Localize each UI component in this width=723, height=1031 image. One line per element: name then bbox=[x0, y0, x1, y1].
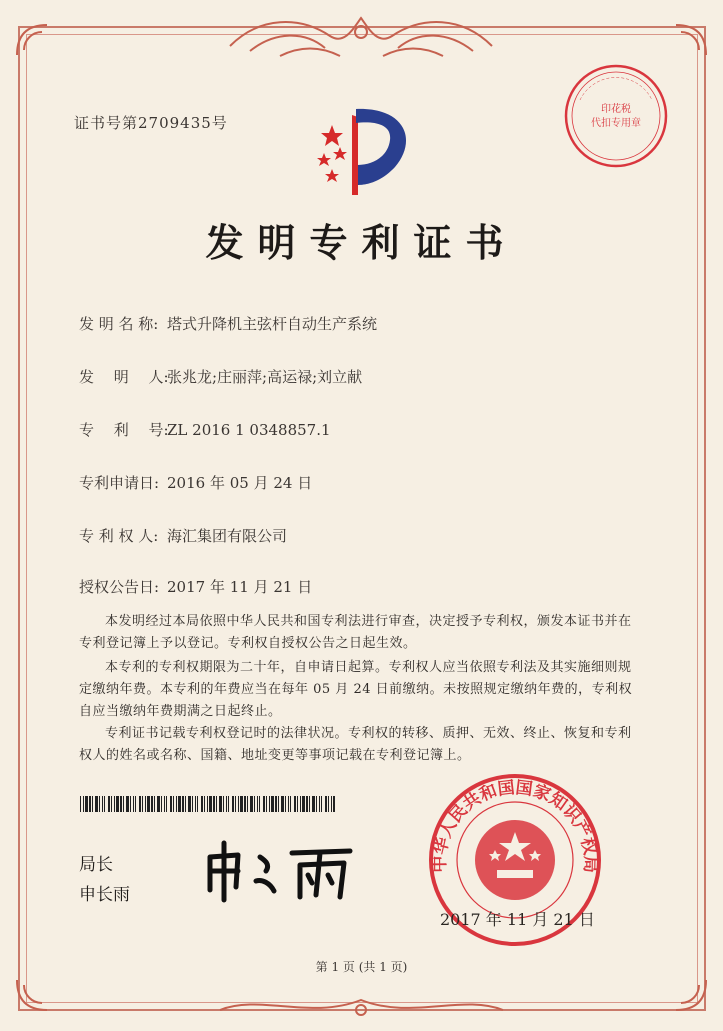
field-label: 发 明 名 称: bbox=[79, 315, 159, 333]
corner-ornament-icon bbox=[12, 20, 52, 60]
invention-name-field bbox=[79, 313, 377, 334]
tax-stamp-icon bbox=[560, 60, 672, 172]
corner-ornament-icon bbox=[671, 975, 711, 1015]
field-value: 塔式升降机主弦杆自动生产系统 bbox=[167, 315, 378, 333]
patent-number-field bbox=[79, 419, 331, 440]
field-value: ZL 2016 1 0348857.1 bbox=[167, 421, 331, 439]
director-name: 申长雨 bbox=[79, 885, 130, 905]
application-date-field bbox=[79, 472, 312, 493]
inventor-field bbox=[79, 366, 362, 387]
field-label: 专 利 权 人: bbox=[79, 527, 159, 545]
bottom-ornament-icon bbox=[210, 990, 513, 1026]
field-label: 专利申请日: bbox=[79, 474, 160, 492]
page-title: 发明专利证书 bbox=[205, 220, 518, 265]
field-value: 海汇集团有限公司 bbox=[167, 527, 288, 545]
svg-text:印花税: 印花税 bbox=[601, 104, 631, 115]
certificate-number: 证书号第2709435号 bbox=[74, 114, 228, 132]
field-label: 专 利 号: bbox=[79, 421, 169, 439]
field-value: 张兆龙;庄丽萍;高运禄;刘立献 bbox=[167, 368, 363, 386]
field-label: 授权公告日: bbox=[79, 578, 160, 596]
director-title: 局长 bbox=[79, 855, 113, 875]
field-value: 2017 年 11 月 21 日 bbox=[167, 578, 313, 596]
national-seal-text: 中华人民共和国国家知识产权局 bbox=[429, 777, 601, 874]
signature-icon bbox=[200, 835, 360, 905]
corner-ornament-icon bbox=[671, 20, 711, 60]
seal-date: 2017 年 11 月 21 日 bbox=[440, 910, 595, 929]
field-label: 发 明 人: bbox=[79, 368, 169, 386]
page-number: 第 1 页 (共 1 页) bbox=[315, 960, 408, 974]
cnipa-logo-icon bbox=[310, 95, 420, 205]
body-paragraph: 本发明经过本局依照中华人民共和国专利法进行审查，决定授予专利权，颁发本证书并在专利登记簿上予以登记。专利权自授权公告之日起生效。 bbox=[79, 614, 632, 651]
top-ornament-icon bbox=[220, 6, 503, 66]
field-value: 2016 年 05 月 24 日 bbox=[167, 474, 313, 492]
barcode-icon bbox=[80, 796, 335, 812]
svg-text:代扣专用章: 代扣专用章 bbox=[591, 118, 641, 129]
patentee-field bbox=[79, 525, 287, 546]
corner-ornament-icon bbox=[12, 975, 52, 1015]
body-paragraph: 专利证书记载专利权登记时的法律状况。专利权的转移、质押、无效、终止、恢复和专利权人的姓名或名称、国籍、地址变更等事项记载在专利登记簿上。 bbox=[79, 726, 632, 763]
grant-date-field bbox=[79, 576, 312, 597]
body-paragraph: 本专利的专利权期限为二十年，自申请日起算。专利权人应当依照专利法及其实施细则规定缴纳年费。本专利的年费应当在每年 05 月 24 日前缴纳。未按照规定缴纳年费的，专利权自应当缴纳年费期满之日起终止。 bbox=[79, 660, 633, 719]
